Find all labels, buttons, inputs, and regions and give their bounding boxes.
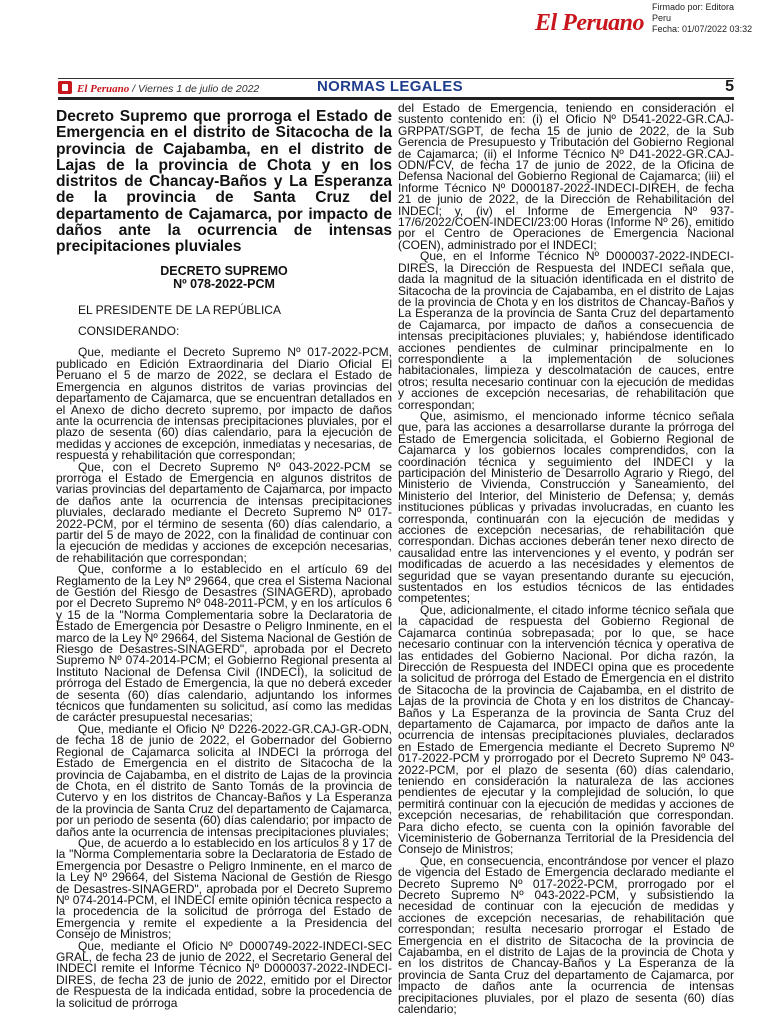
decree-label: DECRETO SUPREMO	[160, 263, 288, 278]
decree-title: Decreto Supremo que prorroga el Estado de Emergencia en el distrito de Sitacocha de la provincia de Cajabamba, en el distrito de Lajas de la provincia de Chota y en los distritos de Chancay-Baños y La Esperanza de la provincia de Santa Cruz del departamento de Cajamarca, por impacto de daños ante la ocurrencia de intensas precipitaciones pluviales	[56, 108, 392, 256]
coat-of-arms-icon	[58, 81, 72, 94]
decree-heading	[56, 265, 392, 291]
paragraph: Que, adicionalmente, el citado informe técnico señala que la capacidad de respuesta del Gobierno Regional de Cajamarca continúa sobrepasada; por lo que, se hace necesario continuar con la intervención técnica y operativa de las entidades del Gobierno Nacional. Por dicha razón, la Dirección de Respuesta del INDECI opina que es procedente la solicitud de prórroga del Estado de Emergencia en el distrito de Sitacocha de la provincia de Cajabamba, en el distrito de Lajas de la provincia de Chota y en los distritos de Chancay-Baños y La Esperanza de la provincia de Santa Cruz del departamento de Cajamarca, por impacto de daños ante la ocurrencia de intensas precipitaciones pluviales, declarados en Estado de Emergencia mediante el Decreto Supremo Nº 017-2022-PCM y prorrogado por el Decreto Supremo Nº 043-2022-PCM, por el plazo de sesenta (60) días calendario, teniendo en consideración la naturaleza de las acciones pendientes de ejecutar y la complejidad de solución, lo que permitirá continuar con la ejecución de medidas y acciones de excepción necesarias, de rehabilitación que correspondan. Para dicho efecto, se cuenta con la opinión favorable del Viceministerio de Gobernanza Territorial de la Presidencia del Consejo de Ministros;	[398, 602, 734, 857]
digital-signature	[652, 2, 752, 35]
paragraph: Que, conforme a lo establecido en el artículo 69 del Reglamento de la Ley Nº 29664, que crea el Sistema Nacional de Gestión del Riesgo de Desastres (SINAGERD), aprobado por el Decreto Supremo Nº 048-2011-PCM, y en los artículos 6 y 15 de la "Norma Complementaria sobre la Declaratoria de Estado de Emergencia por Desastre o Peligro Inminente, en el marco de la Ley Nº 29664, del Sistema Nacional de Gestión de Riesgo de Desastres-SINAGERD", aprobada por el Decreto Supremo Nº 074-2014-PCM; el Gobierno Regional presenta al Instituto Nacional de Defensa Civil (INDECI), la solicitud de prórroga del Estado de Emergencia, la que no deberá exceder de sesenta (60) días calendario, adjuntando los informes técnicos que fundamenten su solicitud, así como las medidas de carácter presupuestal necesarias;	[56, 562, 392, 725]
signature-line-1: Firmado por: Editora	[652, 2, 735, 12]
paragraph: Que, en consecuencia, encontrándose por vencer el plazo de vigencia del Estado de Emergencia declarado mediante el Decreto Supremo Nº 017-2022-PCM, prorrogado por el Decreto Supremo Nº 043-2022-PCM, y subsistiendo la necesidad de continuar con la ejecución de medidas y acciones de excepción necesarias, de rehabilitación que correspondan; resulta necesario prorrogar el Estado de Emergencia en el distrito de Sitacocha de la provincia de Cajabamba, en el distrito de Lajas de la provincia de Chota y en los distritos de Chancay-Baños y La Esperanza de la provincia de Santa Cruz del departamento de Cajamarca, por impacto de daños ante la ocurrencia de intensas precipitaciones pluviales, por el plazo de sesenta (60) días calendario;	[398, 853, 734, 1017]
paragraph: del Estado de Emergencia, teniendo en consideración el sustento contenido en: (i) el Oficio Nº D541-2022-GR.CAJ-GRPPAT/SGPT, de fecha 15 de junio de 2022, de la Sub Gerencia de Presupuesto y Tributación del Gobierno Regional de Cajamarca; (ii) el Informe Técnico Nº D41-2022-GR.CAJ-ODN/FCV, de fecha 17 de junio de 2022, de la Oficina de Defensa Nacional del Gobierno Regional de Cajamarca; (iii) el Informe Técnico Nº D000187-2022-INDECI-DIREH, de fecha 21 de junio de 2022, de la Dirección de Rehabilitación del INDECI; y, (iv) el Informe de Emergencia Nº 937-17/6/2022/COEN-INDECI/23:00 Horas (Informe Nº 26), emitido por el Centro de Operaciones de Emergencia Nacional (COEN), administrado por el INDECI;	[398, 101, 734, 252]
paragraph: Que, mediante el Oficio Nº D000749-2022-INDECI-SEC GRAL, de fecha 23 de junio de 2022, el Secretario General del INDECI remite el Informe Técnico Nº D000037-2022-INDECI-DIRES, de fecha 23 de junio de 2022, emitido por el Director de Respuesta de la indicada entidad, sobre la procedencia de la solicitud de prórroga	[56, 938, 392, 1010]
header-bottom-rule	[58, 97, 734, 100]
paragraph: Que, mediante el Decreto Supremo Nº 017-2022-PCM, publicado en Edición Extraordinaria del Diario Oficial El Peruano el 5 de marzo de 2022, se declara el Estado de Emergencia en algunos distritos de varias provincias del departamento de Cajamarca, que se encuentran detallados en el Anexo de dicho decreto supremo, por impacto de daños ante la ocurrencia de intensas precipitaciones pluviales, por el plazo de sesenta (60) días calendario, para la ejecución de medidas y acciones de excepción, inmediatas y necesarias, de respuesta y rehabilitación que correspondan;	[56, 345, 392, 463]
paragraph: Que, mediante el Oficio Nº D226-2022-GR.CAJ-GR-ODN, de fecha 18 de junio de 2022, el Gobernador del Gobierno Regional de Cajamarca solicita al INDECI la prórroga del Estado de Emergencia en el distrito de Sitacocha de la provincia de Cajabamba, en el distrito de Lajas de la provincia de Chota, en el distrito de Santo Tomás de la provincia de Cutervo y en los distritos de Chancay-Baños y La Esperanza de la provincia de Santa Cruz del departamento de Cajamarca, por un periodo de sesenta (60) días calendario; por impacto de daños ante la ocurrencia de intensas precipitaciones pluviales;	[56, 721, 392, 839]
section-title: NORMAS LEGALES	[317, 78, 463, 95]
header-date: / Viernes 1 de julio de 2022	[129, 83, 260, 95]
signature-line-2: Peru	[652, 13, 672, 23]
paragraph: Que, con el Decreto Supremo Nº 043-2022-PCM se prorroga el Estado de Emergencia en algunos distritos de varias provincias del departamento de Cajamarca, por impacto de daños ante la ocurrencia de intensas precipitaciones pluviales, declarado mediante el Decreto Supremo Nº 017-2022-PCM, por el término de sesenta (60) días calendario, a partir del 5 de mayo de 2022, con la finalidad de continuar con la ejecución de medidas y acciones de excepción necesarias, de rehabilitación que correspondan;	[56, 459, 392, 565]
header-masthead	[58, 81, 259, 95]
el-peruano-logo: El Peruano	[535, 10, 645, 36]
president-line: EL PRESIDENTE DE LA REPÚBLICA	[78, 302, 281, 317]
paragraph: Que, asimismo, el mencionado informe técnico señala que, para las acciones a desarrollarse durante la prórroga del Estado de Emergencia solicitada, el Gobierno Regional de Cajamarca y los gobiernos locales comprendidos, con la coordinación técnica y seguimiento del INDECI y la participación del Ministerio de Desarrollo Agrario y Riego, del Ministerio de Vivienda, Construcción y Saneamiento, del Ministerio del Interior, del Ministerio de Defensa; y, demás instituciones públicas y privadas involucradas, en cuanto les corresponda, continuarán con la ejecución de medidas y acciones de excepción necesarias, de rehabilitación que correspondan. Dichas acciones deberán tener nexo directo de causalidad entre las intervenciones y el evento, y podrán ser modificadas de acuerdo a las necesidades y elementos de seguridad que se vayan presentando durante su ejecución, sustentados en los estudios técnicos de las entidades competentes;	[398, 408, 734, 606]
header-paper-name: El Peruano	[77, 83, 130, 95]
paragraph: Que, en el Informe Técnico Nº D000037-2022-INDECI-DIRES, la Dirección de Respuesta del INDECI señala que, dada la magnitud de la situación identificada en el distrito de Sitacocha de la provincia de Cajabamba, en el distrito de Lajas de la provincia de Chota y en los distritos de Chancay-Baños y La Esperanza de la provincia de Santa Cruz del departamento de Cajamarca, por impacto de daños a consecuencia de intensas precipitaciones pluviales; y, habiéndose identificado acciones pendientes de culminar principalmente en lo correspondiente a la implementación de soluciones habitacionales, limpieza y descolmatación de cauces, entre otros; resulta necesario continuar con la ejecución de medidas y acciones de excepción necesarias, de rehabilitación que correspondan;	[398, 249, 734, 412]
considerando-heading: CONSIDERANDO:	[78, 324, 180, 339]
decree-number: Nº 078-2022-PCM	[173, 276, 275, 291]
signature-line-3: Fecha: 01/07/2022 03:32	[652, 24, 753, 34]
page-header	[58, 78, 734, 100]
paragraph: Que, de acuerdo a lo establecido en los artículos 8 y 17 de la "Norma Complementaria sobre la Declaratoria de Estado de Emergencia por Desastre o Peligro Inminente, en el marco de la Ley Nº 29664, del Sistema Nacional de Gestión de Riesgo de Desastres-SINAGERD", aprobada por el Decreto Supremo Nº 074-2014-PCM, el INDECI emite opinión técnica respecto a la procedencia de la solicitud de prórroga del Estado de Emergencia y remite el expediente a la Presidencia del Consejo de Ministros;	[56, 835, 392, 942]
column-right	[398, 103, 734, 1016]
column-left	[56, 103, 392, 1009]
page-number: 5	[725, 78, 734, 95]
